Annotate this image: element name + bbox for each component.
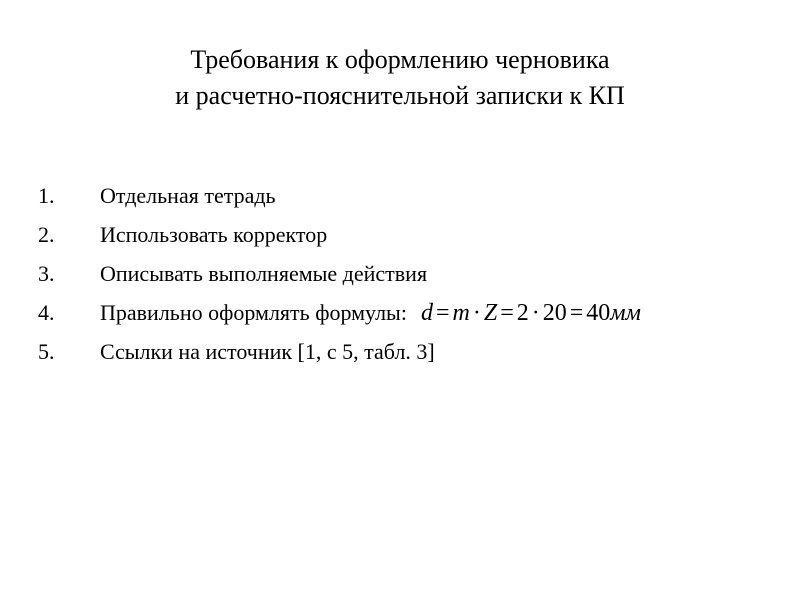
item-number: 5. <box>38 339 55 364</box>
formula-var-z: Z <box>483 300 498 326</box>
title-line-2: и расчетно-пояснительной записки к КП <box>175 81 625 110</box>
formula-var-m: m <box>452 300 470 326</box>
list-item <box>38 217 641 256</box>
item-text: Правильно оформлять формулы: <box>100 300 407 325</box>
title-line-1: Требования к оформлению черновика <box>190 45 610 74</box>
formula-dot: · <box>531 300 540 326</box>
formula-eq: = <box>500 300 514 326</box>
slide-title <box>0 42 800 114</box>
formula-result: 40 <box>586 300 611 326</box>
formula-num: 2 <box>516 300 529 326</box>
item-number: 3. <box>38 261 55 286</box>
item-text: Описывать выполняемые действия <box>100 261 428 286</box>
item-text: Использовать корректор <box>100 222 328 247</box>
list-item <box>38 178 641 217</box>
formula-eq: = <box>569 300 584 326</box>
requirements-list <box>38 178 641 373</box>
item-number: 4. <box>38 300 55 325</box>
formula-var-d: d <box>420 300 433 326</box>
list-item <box>38 334 641 373</box>
list-item <box>38 295 641 334</box>
item-number: 1. <box>38 183 55 208</box>
item-text: Ссылки на источник [1, с 5, табл. 3] <box>100 339 435 364</box>
list-item <box>38 256 641 295</box>
formula <box>421 295 641 331</box>
formula-eq: = <box>435 300 450 326</box>
item-text: Отдельная тетрадь <box>100 183 276 208</box>
formula-num: 20 <box>542 300 567 326</box>
item-number: 2. <box>38 222 55 247</box>
formula-dot: · <box>472 300 481 326</box>
formula-unit: мм <box>610 300 641 326</box>
